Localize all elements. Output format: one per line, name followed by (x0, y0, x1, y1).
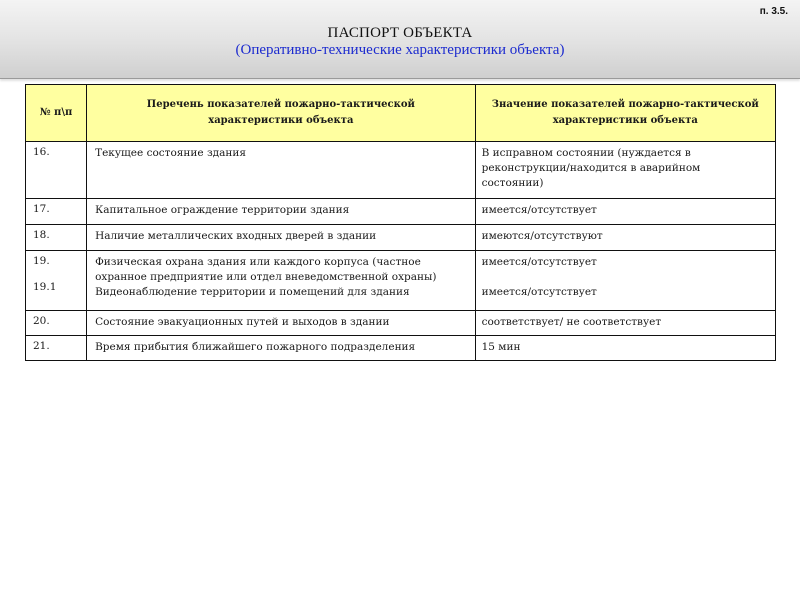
row-value: 15 мин (475, 336, 775, 361)
table-row (26, 142, 776, 199)
header-band (0, 0, 800, 79)
row-value: имеется/отсутствует (475, 199, 775, 225)
row-indicator: Капитальное ограждение территории здания (87, 199, 476, 225)
row-number: 16. (26, 142, 87, 199)
row-value: имеются/отсутствуют (475, 225, 775, 251)
column-header-value: Значение показателей пожарно-тактической характеристики объекта (475, 85, 775, 142)
row-number: 19. (33, 255, 50, 267)
row-number: 20. (26, 311, 87, 336)
row-indicator: Физическая охрана здания или каждого корпуса (частное охранное предприятие или отдел вневедомственной охраны) (95, 256, 437, 283)
slide-reference: п. 3.5. (759, 6, 788, 17)
table-row (26, 311, 776, 336)
table-row (26, 336, 776, 361)
row-number-cell (26, 251, 87, 311)
row-indicator-cell (87, 251, 476, 311)
row-value: В исправном состоянии (нуждается в реконструкции/находится в аварийном состоянии) (475, 142, 775, 199)
column-header-number: № п\п (26, 85, 87, 142)
row-value: соответствует/ не соответствует (475, 311, 775, 336)
table-row (26, 225, 776, 251)
row-value-cell (475, 251, 775, 311)
row-indicator: Состояние эвакуационных путей и выходов в здании (87, 311, 476, 336)
row-indicator: Наличие металлических входных дверей в здании (87, 225, 476, 251)
table-row (26, 199, 776, 225)
sub-row-value: имеется/отсутствует (481, 286, 597, 298)
row-indicator: Время прибытия ближайшего пожарного подразделения (87, 336, 476, 361)
row-indicator: Текущее состояние здания (87, 142, 476, 199)
table-row (26, 251, 776, 311)
row-number: 17. (26, 199, 87, 225)
row-number: 21. (26, 336, 87, 361)
sub-row-number: 19.1 (33, 281, 57, 293)
sub-row-indicator: Видеонаблюдение территории и помещений для здания (95, 286, 410, 298)
row-value: имеется/отсутствует (481, 256, 597, 268)
page-subtitle: (Оперативно-технические характеристики объекта) (235, 42, 565, 58)
table-header-row (26, 85, 776, 142)
column-header-indicator: Перечень показателей пожарно-тактической характеристики объекта (87, 85, 476, 142)
page-title: ПАСПОРТ ОБЪЕКТА (327, 25, 473, 41)
passport-table (25, 84, 776, 361)
row-number: 18. (26, 225, 87, 251)
